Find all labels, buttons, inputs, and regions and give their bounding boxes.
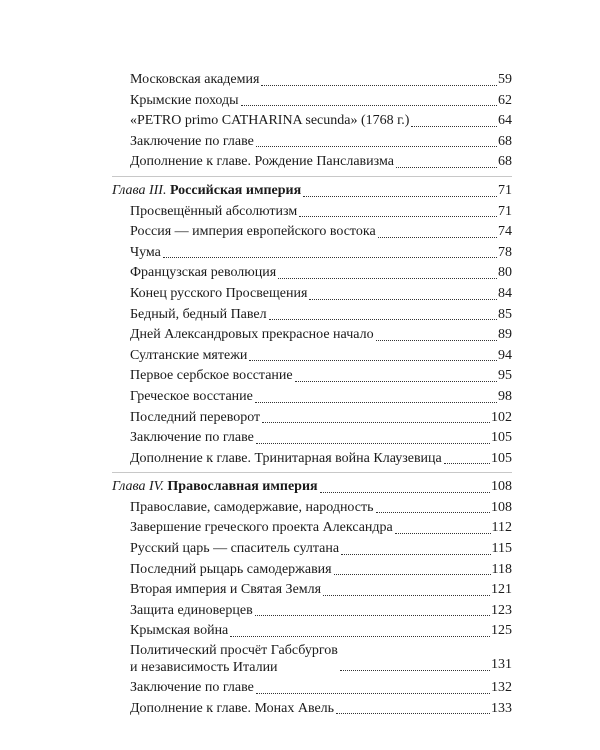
toc-entry[interactable]	[112, 325, 512, 346]
toc-entry[interactable]	[112, 498, 512, 519]
leader-dots	[411, 126, 497, 127]
toc-entry-title: Завершение греческого проекта Александра	[130, 520, 393, 536]
leader-dots	[303, 196, 497, 197]
toc-entry-page: 121	[491, 582, 512, 598]
leader-dots	[256, 443, 490, 444]
leader-dots	[256, 693, 490, 694]
toc-entry-title: Крымские походы	[130, 92, 239, 108]
toc-entry-page: 89	[498, 327, 512, 343]
leader-dots	[444, 463, 490, 464]
leader-dots	[163, 257, 497, 258]
toc-entry-page: 115	[491, 541, 512, 557]
toc-entry[interactable]	[112, 202, 512, 223]
toc-entry[interactable]	[112, 387, 512, 408]
leader-dots	[336, 713, 490, 714]
toc-entry[interactable]	[112, 621, 512, 642]
toc-entry-page: 118	[491, 561, 512, 577]
toc-entry[interactable]	[112, 560, 512, 581]
toc-entry-title: Крымская война	[130, 623, 229, 639]
toc-entry-title	[130, 642, 338, 676]
chapter-name: Российская империя	[169, 182, 302, 198]
leader-dots	[269, 319, 497, 320]
leader-dots	[295, 381, 497, 382]
toc-entry-page: 94	[498, 347, 512, 363]
toc-entry-multiline[interactable]	[112, 642, 512, 676]
toc-entry-page: 78	[498, 244, 512, 260]
toc-entry[interactable]	[112, 539, 512, 560]
toc-entry[interactable]	[112, 428, 512, 449]
toc-entry-title: Заключение по главе	[130, 133, 254, 149]
toc-entry-page: 105	[491, 450, 512, 466]
toc-entry[interactable]	[112, 305, 512, 326]
toc-entry-page: 98	[498, 388, 512, 404]
toc-entry-page: 85	[498, 306, 512, 322]
table-of-contents	[112, 70, 512, 719]
toc-entry-title: Заключение по главе	[130, 430, 254, 446]
toc-entry-petro-primo[interactable]	[112, 111, 512, 132]
toc-entry-title: Дополнение к главе. Рождение Панславизма	[130, 154, 394, 170]
toc-entry-page: 132	[491, 680, 512, 696]
toc-entry-page: 62	[498, 92, 512, 108]
chapter-divider	[112, 176, 512, 177]
toc-entry-title: Защита единоверцев	[130, 602, 253, 618]
toc-entry-page: 125	[491, 623, 512, 639]
chapter-divider	[112, 472, 512, 473]
toc-entry-moscow-academy[interactable]	[112, 70, 512, 91]
leader-dots	[309, 299, 497, 300]
toc-entry[interactable]	[112, 518, 512, 539]
toc-entry-title: Первое сербское восстание	[130, 368, 293, 384]
toc-entry-title: Конец русского Просвещения	[130, 285, 308, 301]
toc-chapter-4[interactable]	[112, 477, 512, 498]
toc-entry-title: «PETRO primo CATHARINA secunda» (1768 г.)	[130, 113, 410, 129]
toc-entry-page: 59	[498, 72, 512, 87]
toc-entry-title: Заключение по главе	[130, 680, 254, 696]
toc-chapter-title	[112, 477, 318, 498]
toc-entry-title: Султанские мятежи	[130, 347, 248, 363]
toc-entry-chapter-conclusion[interactable]	[112, 132, 512, 153]
toc-entry-page: 105	[491, 430, 512, 446]
leader-dots	[376, 340, 497, 341]
toc-entry[interactable]	[112, 449, 512, 470]
toc-entry-page: 71	[498, 203, 512, 219]
leader-dots	[278, 278, 497, 279]
toc-entry-title: Дополнение к главе. Тринитарная война Клаузевица	[130, 450, 442, 466]
toc-entry-title: Просвещённый абсолютизм	[130, 203, 298, 219]
toc-entry-page: 123	[491, 602, 512, 618]
leader-dots	[262, 422, 490, 423]
leader-dots	[395, 533, 491, 534]
toc-entry-page: 68	[498, 154, 512, 170]
toc-entry-title: Вторая империя и Святая Земля	[130, 582, 322, 598]
toc-entry[interactable]	[112, 678, 512, 699]
toc-entry[interactable]	[112, 346, 512, 367]
leader-dots	[376, 512, 491, 513]
leader-dots	[256, 146, 497, 147]
toc-entry-page: 102	[491, 409, 512, 425]
leader-dots	[255, 402, 497, 403]
leader-dots	[378, 237, 497, 238]
toc-entry-title-line1: Политический просчёт Габсбургов	[130, 643, 338, 659]
toc-chapter-page: 108	[491, 479, 512, 495]
toc-entry-title: Русский царь — спаситель султана	[130, 541, 340, 557]
toc-entry-page: 133	[491, 700, 512, 716]
toc-entry-title: Последний переворот	[130, 409, 261, 425]
toc-entry[interactable]	[112, 263, 512, 284]
toc-entry-page: 131	[491, 657, 512, 673]
chapter-label: Глава III.	[112, 182, 167, 198]
leader-dots	[341, 554, 490, 555]
toc-entry[interactable]	[112, 408, 512, 429]
toc-entry-title-line2: и независимость Италии	[130, 660, 278, 676]
leader-dots	[334, 574, 491, 575]
toc-entry[interactable]	[112, 243, 512, 264]
toc-chapter-3[interactable]	[112, 181, 512, 202]
chapter-name: Православная империя	[167, 479, 318, 495]
leader-dots	[396, 167, 497, 168]
toc-entry-title: Чума	[130, 244, 161, 260]
toc-entry-page: 64	[498, 113, 512, 129]
toc-entry-page: 112	[491, 520, 512, 536]
toc-entry-crimean-campaigns[interactable]	[112, 91, 512, 112]
toc-entry-page: 95	[498, 368, 512, 384]
toc-entry-page: 108	[491, 499, 512, 515]
toc-entry-page: 80	[498, 265, 512, 281]
toc-entry-title: Московская академия	[130, 72, 260, 87]
toc-entry[interactable]	[112, 699, 512, 720]
toc-entry-title: Православие, самодержавие, народность	[130, 499, 374, 515]
toc-chapter-title	[112, 181, 301, 202]
leader-dots	[340, 670, 490, 671]
toc-entry[interactable]	[112, 284, 512, 305]
toc-entry-title: Дней Александровых прекрасное начало	[130, 327, 374, 343]
toc-entry-title: Французская революция	[130, 265, 277, 281]
toc-entry-chapter-appendix[interactable]	[112, 152, 512, 173]
toc-entry-title: Дополнение к главе. Монах Авель	[130, 700, 335, 716]
leader-dots	[241, 105, 497, 106]
toc-entry[interactable]	[112, 601, 512, 622]
toc-entry[interactable]	[112, 366, 512, 387]
toc-entry-title: Последний рыцарь самодержавия	[130, 561, 332, 577]
toc-entry-title: Бедный, бедный Павел	[130, 306, 267, 322]
leader-dots	[323, 595, 490, 596]
toc-entry[interactable]	[112, 580, 512, 601]
toc-entry-page: 84	[498, 285, 512, 301]
toc-entry-page: 74	[498, 224, 512, 240]
leader-dots	[230, 636, 490, 637]
leader-dots	[261, 85, 497, 86]
toc-entry-title: Греческое восстание	[130, 388, 253, 404]
leader-dots	[255, 615, 490, 616]
chapter-label: Глава IV.	[112, 479, 164, 495]
leader-dots	[320, 492, 490, 493]
toc-entry-title: Россия — империя европейского востока	[130, 224, 376, 240]
toc-entry-page: 68	[498, 133, 512, 149]
leader-dots	[249, 360, 497, 361]
toc-entry[interactable]	[112, 222, 512, 243]
toc-chapter-page: 71	[498, 182, 512, 198]
leader-dots	[299, 216, 497, 217]
